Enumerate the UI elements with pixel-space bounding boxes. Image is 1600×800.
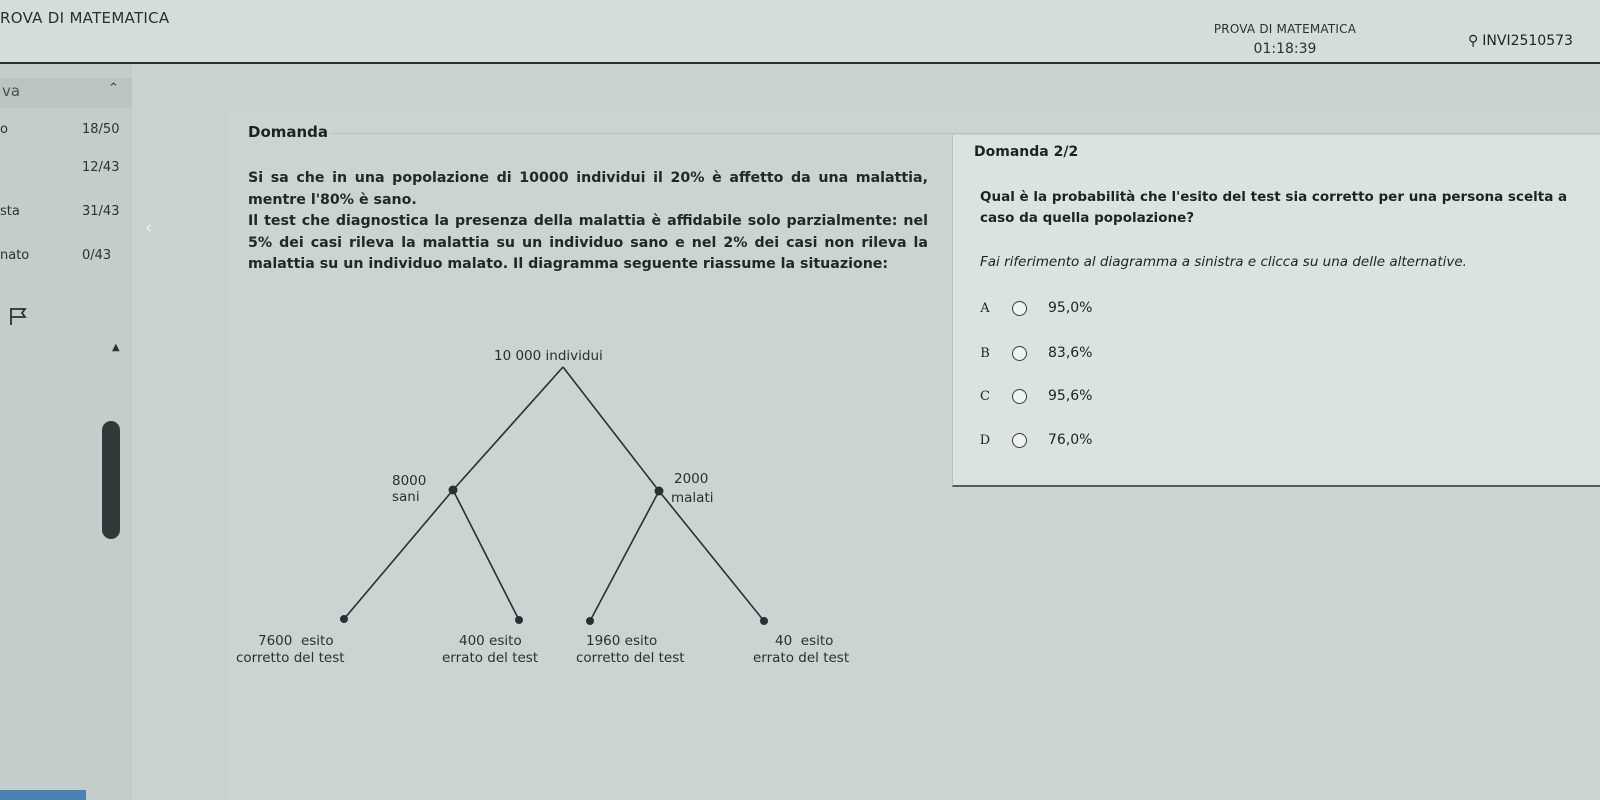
exam-title: PROVA DI MATEMATICA: [1213, 22, 1357, 36]
healthy-count: 8000: [392, 473, 427, 489]
sidebar-item-count: 18/50: [82, 122, 120, 137]
scroll-up-icon[interactable]: ▲: [112, 342, 120, 353]
user-info[interactable]: [1468, 33, 1573, 49]
app-title: ROVA DI MATEMATICA: [0, 9, 170, 27]
radio-button[interactable]: [1012, 301, 1027, 316]
radio-button[interactable]: [1012, 346, 1027, 361]
root-label: 10 000 individui: [494, 348, 603, 364]
sidebar-item[interactable]: [0, 118, 132, 142]
tree-branch: [659, 491, 764, 621]
option-value: 95,0%: [1048, 300, 1093, 316]
sidebar-item-count: 0/43: [82, 248, 112, 263]
radio-button[interactable]: [1012, 433, 1027, 448]
sidebar-item-label: o: [0, 122, 8, 137]
tree-branch: [453, 490, 519, 620]
sidebar-section-header[interactable]: [0, 78, 132, 108]
tree-node: [449, 486, 458, 495]
sidebar-item[interactable]: [0, 156, 132, 180]
chevron-up-icon[interactable]: ⌃: [108, 81, 119, 96]
option-letter: A: [980, 300, 990, 316]
question-paragraph: Si sa che in una popolazione di 10000 individui il 20% è affetto da una malattia, mentre l'80% è sano.: [248, 170, 928, 208]
question-text: [248, 168, 928, 276]
flag-icon[interactable]: [8, 306, 30, 326]
sidebar-item-label: sta: [0, 204, 20, 219]
probability-tree-diagram: [228, 340, 928, 700]
sick-count: 2000: [674, 471, 709, 487]
panel-instruction: Fai riferimento al diagramma a sinistra e clicca su una delle alternative.: [980, 254, 1467, 270]
panel-question: Qual è la probabilità che l'esito del test sia corretto per una persona scelta a caso da quella popolazione?: [980, 189, 1568, 226]
leaf-label: 1960 esito: [586, 633, 658, 649]
bottom-accent-bar: [0, 790, 86, 800]
leaf-sublabel: corretto del test: [236, 650, 345, 666]
question-heading: Domanda: [248, 123, 329, 141]
tree-node: [655, 487, 664, 496]
option-letter: B: [980, 345, 990, 361]
exam-info: [1210, 22, 1360, 57]
top-bar: [0, 0, 1600, 64]
tree-branch: [590, 491, 659, 621]
exam-timer: 01:18:39: [1253, 41, 1317, 57]
tree-branch: [344, 490, 453, 619]
tree-node: [340, 615, 348, 623]
sidebar-item-count: 31/43: [82, 204, 120, 219]
question-paragraph: Il test che diagnostica la presenza della malattia è affidabile solo parzialmente: nel 5% dei casi rileva la malattia su un individuo sano e nel 2% dei casi non rileva la malattia su un individuo malato. Il diagramma seguente riassume la situazione:: [248, 213, 928, 272]
option-value: 83,6%: [1048, 345, 1093, 361]
user-icon: ⚲: [1468, 33, 1479, 49]
sick-label: malati: [671, 490, 714, 506]
option-value: 76,0%: [1048, 432, 1093, 448]
sidebar-item[interactable]: [0, 244, 132, 268]
healthy-label: sani: [392, 489, 420, 505]
collapse-sidebar-icon[interactable]: ‹: [145, 217, 153, 238]
sidebar-section-label: va: [2, 82, 21, 100]
option-value: 95,6%: [1048, 388, 1093, 404]
option-c[interactable]: [968, 385, 1092, 407]
sidebar-item-count: 12/43: [82, 160, 120, 175]
option-a[interactable]: [968, 297, 1092, 319]
leaf-label: 7600 esito: [258, 633, 334, 649]
tree-node: [760, 617, 768, 625]
leaf-sublabel: errato del test: [753, 650, 850, 666]
radio-button[interactable]: [1012, 389, 1027, 404]
leaf-sublabel: errato del test: [442, 650, 539, 666]
sidebar: [0, 64, 132, 800]
option-b[interactable]: [968, 342, 1092, 364]
sidebar-item[interactable]: [0, 200, 132, 224]
leaf-sublabel: corretto del test: [576, 650, 685, 666]
user-id: INVI2510573: [1482, 33, 1573, 49]
option-letter: D: [979, 432, 991, 448]
sidebar-item-label: nato: [0, 248, 30, 263]
option-letter: C: [980, 388, 990, 404]
tree-branch: [453, 367, 563, 490]
leaf-label: 400 esito: [459, 633, 522, 649]
divider: [330, 133, 1600, 134]
option-d[interactable]: [968, 429, 1092, 451]
panel-title: Domanda 2/2: [974, 144, 1079, 160]
tree-node: [586, 617, 594, 625]
leaf-label: 40 esito: [775, 633, 834, 649]
tree-branch: [563, 367, 659, 491]
tree-node: [515, 616, 523, 624]
scrollbar-thumb[interactable]: [102, 421, 120, 539]
